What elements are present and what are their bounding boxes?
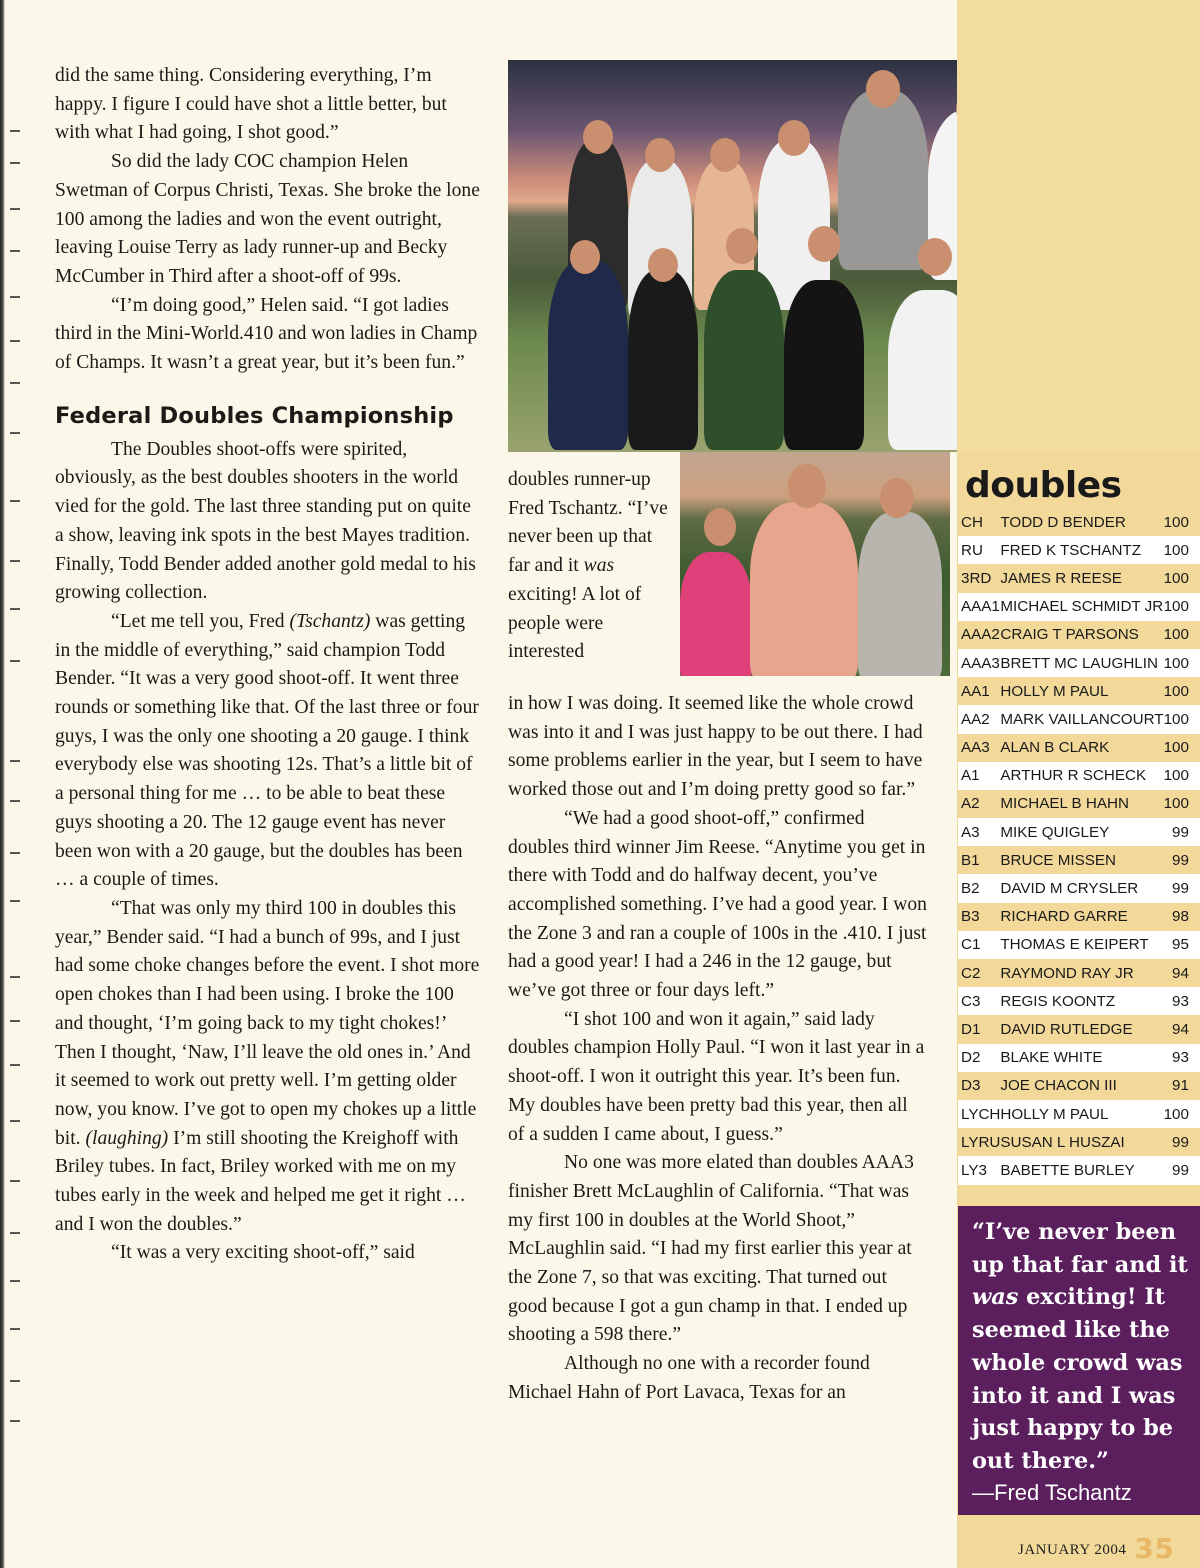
shooter-name: CRAIG T PARSONS — [1000, 621, 1163, 649]
text-run: exciting! It seemed like the whole crowd was into it and I was just happy to be out there.” — [972, 1284, 1183, 1474]
class-code: AA3 — [958, 734, 1000, 762]
class-code: LYRU — [958, 1128, 1000, 1156]
results-row — [958, 790, 1200, 818]
paragraph: So did the lady COC champion Helen Swetman of Corpus Christi, Texas. She broke the lone 100 among the ladies and won the event outright, leaving Louise Terry as lady runner-up and Becky McCumber in Third after a shoot-off of 99s. — [55, 151, 480, 287]
results-title: doubles — [965, 465, 1122, 506]
shooter-name: REGIS KOONTZ — [1000, 987, 1163, 1015]
section-heading: Federal Doubles Championship — [55, 402, 454, 429]
pull-quote-attribution: —Fred Tschantz — [972, 1479, 1132, 1505]
results-row — [958, 1015, 1200, 1043]
class-code: C2 — [958, 959, 1000, 987]
score: 100 — [1164, 705, 1200, 733]
shooter-name: DAVID RUTLEDGE — [1000, 1015, 1163, 1043]
class-code: B2 — [958, 874, 1000, 902]
score: 99 — [1164, 874, 1200, 902]
class-code: A3 — [958, 818, 1000, 846]
results-row — [958, 987, 1200, 1015]
class-code: B3 — [958, 903, 1000, 931]
class-code: AA2 — [958, 705, 1000, 733]
class-code: RU — [958, 536, 1000, 564]
shooter-name: BRETT MC LAUGHLIN — [1000, 649, 1163, 677]
paragraph — [55, 895, 483, 1239]
text-run: doubles runner-up Fred Tschantz. “I’ve never been up that far and it — [508, 469, 668, 577]
results-row — [958, 846, 1200, 874]
results-row — [958, 677, 1200, 705]
shooter-name: TODD D BENDER — [1000, 508, 1163, 536]
text-run: exciting! A lot of people were interested — [508, 583, 642, 663]
paragraph: “I’m doing good,” Helen said. “I got ladies third in the Mini-World.410 and won ladies in Champ of Champs. It wasn’t a great year, but it’s been fun.” — [55, 294, 478, 374]
text-run: I’m still shooting the Kreighoff with Briley tubes. In fact, Briley worked with me on my tubes early in the week and helped me get it right … and I won the doubles.” — [55, 1127, 466, 1235]
shooter-name: FRED K TSCHANTZ — [1000, 536, 1163, 564]
shooter-name: JOE CHACON III — [1000, 1072, 1163, 1100]
page-number: 35 — [1134, 1532, 1175, 1565]
results-row — [958, 903, 1200, 931]
shooter-name: BRUCE MISSEN — [1000, 846, 1163, 874]
shooter-name: JAMES R REESE — [1000, 564, 1163, 592]
results-row — [958, 931, 1200, 959]
text-run: “I’ve never been up that far and it — [972, 1219, 1188, 1278]
results-row — [958, 1072, 1200, 1100]
results-row — [958, 508, 1200, 536]
paragraph: did the same thing. Considering everything, I’m happy. I figure I could have shot a little better, but with what I had going, I shot good.” — [55, 65, 447, 144]
class-code: D3 — [958, 1072, 1000, 1100]
score: 93 — [1164, 987, 1200, 1015]
paragraph — [55, 608, 483, 895]
class-code: 3RD — [958, 564, 1000, 592]
class-code: AA1 — [958, 677, 1000, 705]
score: 100 — [1164, 593, 1200, 621]
class-code: A1 — [958, 762, 1000, 790]
class-code: D1 — [958, 1015, 1000, 1043]
score: 98 — [1164, 903, 1200, 931]
score: 100 — [1164, 621, 1200, 649]
shooter-name: MICHAEL SCHMIDT JR — [1000, 593, 1163, 621]
class-code: AAA3 — [958, 649, 1000, 677]
score: 91 — [1164, 1072, 1200, 1100]
article-column-1 — [55, 62, 483, 1268]
shooter-name: THOMAS E KEIPERT — [1000, 931, 1163, 959]
class-code: LYCH — [958, 1100, 1000, 1128]
results-row — [958, 1156, 1200, 1184]
article-column-2 — [508, 690, 928, 1408]
paragraph: “We had a good shoot-off,” confirmed doubles third winner Jim Reese. “Anytime you get in there with Todd and do halfway decent, you’ve accomplished something. I’ve had a good year. I won the Zone 3 and ran a couple of 100s in the .410. I just had a good year! I had a 246 in the 12 gauge, but we’ve got three or four days left.” — [508, 807, 927, 1002]
class-code: D2 — [958, 1044, 1000, 1072]
shooter-name: RICHARD GARRE — [1000, 903, 1163, 931]
score: 99 — [1164, 1128, 1200, 1156]
results-row — [958, 564, 1200, 592]
results-row — [958, 734, 1200, 762]
page-footer — [1018, 1532, 1174, 1566]
shooter-name: SUSAN L HUSZAI — [1000, 1128, 1163, 1156]
ladies-photo — [678, 452, 950, 676]
score: 100 — [1164, 508, 1200, 536]
shooter-name: HOLLY M PAUL — [1000, 1100, 1163, 1128]
paragraph: Although no one with a recorder found Michael Hahn of Port Lavaca, Texas for an — [508, 1353, 870, 1403]
score: 100 — [1164, 649, 1200, 677]
score: 100 — [1164, 536, 1200, 564]
class-code: C1 — [958, 931, 1000, 959]
text-run: “Let me tell you, Fred — [111, 610, 290, 632]
paragraph: The Doubles shoot-offs were spirited, obviously, as the best doubles shooters in the world vied for the gold. The last three standing put on quite a show, leaving ink spots in the best Mayes tradition. Finally, Todd Bender added another gold medal to his growing collection. — [55, 438, 476, 604]
results-row — [958, 1100, 1200, 1128]
results-row — [958, 1044, 1200, 1072]
results-row — [958, 705, 1200, 733]
class-code: CH — [958, 508, 1000, 536]
shooter-name: MARK VAILLANCOURT — [1000, 705, 1163, 733]
score: 100 — [1164, 677, 1200, 705]
results-row — [958, 649, 1200, 677]
shooter-name: ARTHUR R SCHECK — [1000, 762, 1163, 790]
paragraph: “I shot 100 and won it again,” said lady doubles champion Holly Paul. “I won it last year in a shoot-off. I won it outright this year. It’s been fun. My doubles have been pretty bad this year, then all of a sudden I came about, I guess.” — [508, 1008, 925, 1145]
text-run: “That was only my third 100 in doubles this year,” Bender said. “I had a bunch of 99s, and I just had some choke changes before the event. I shot more open chokes than I had been using. I broke the 100 and thought, ‘I’m going back to my tight chokes!’ Then I thought, ‘Naw, I’ll leave the old ones in.’ And it seemed to work out pretty well. I’m getting older now, you know. I’ve got to open my chokes up a little bit. — [55, 897, 480, 1149]
score: 95 — [1164, 931, 1200, 959]
shooter-name: HOLLY M PAUL — [1000, 677, 1163, 705]
score: 100 — [1164, 790, 1200, 818]
results-row — [958, 536, 1200, 564]
score: 99 — [1164, 818, 1200, 846]
score: 99 — [1164, 846, 1200, 874]
shooter-name: MICHAEL B HAHN — [1000, 790, 1163, 818]
results-row — [958, 621, 1200, 649]
italic-text: was — [583, 555, 615, 577]
paragraph: No one was more elated than doubles AAA3 finisher Brett McLaughlin of California. “That was my first 100 in doubles at the World Shoot,” McLaughlin said. “I had my first earlier this year at the Zone 7, so that was exciting. That turned out good because I got a gun champ in that. I ended up shooting a 598 there.” — [508, 1152, 914, 1346]
class-code: AAA1 — [958, 593, 1000, 621]
score: 100 — [1164, 1100, 1200, 1128]
score: 99 — [1164, 1156, 1200, 1184]
score: 100 — [1164, 734, 1200, 762]
score: 100 — [1164, 564, 1200, 592]
issue-date: JANUARY 2004 — [1018, 1542, 1127, 1558]
page-binding-edge — [0, 0, 5, 1568]
shooter-name: MIKE QUIGLEY — [1000, 818, 1163, 846]
results-row — [958, 762, 1200, 790]
class-code: AAA2 — [958, 621, 1000, 649]
text-run: was getting in the middle of everything,” said champion Todd Bender. “It was a very good shoot-off. It went three rounds or something like that. Of the last three or four guys, I was the only one shooting a 20 gauge. I think everybody else was shooting 12s. That’s a little bit of a personal thing for me … to be able to beat these guys shooting a 20. The 12 gauge event has never been won with a 20 gauge, but the doubles has been … a couple of times. — [55, 610, 479, 891]
results-table — [958, 508, 1200, 1185]
pull-quote-text — [972, 1216, 1190, 1478]
shooter-name: BABETTE BURLEY — [1000, 1156, 1163, 1184]
shooter-name: DAVID M CRYSLER — [1000, 874, 1163, 902]
results-row — [958, 1128, 1200, 1156]
class-code: LY3 — [958, 1156, 1000, 1184]
results-row — [958, 818, 1200, 846]
italic-text: (Tschantz) — [289, 610, 371, 632]
results-row — [958, 959, 1200, 987]
shooter-name: ALAN B CLARK — [1000, 734, 1163, 762]
results-row — [958, 874, 1200, 902]
results-row — [958, 593, 1200, 621]
paragraph: in how I was doing. It seemed like the whole crowd was into it and I was just happy to be out there. I had some problems earlier in the year, but I seem to have worked those out and I’m doing pretty good so far.” — [508, 693, 923, 801]
class-code: C3 — [958, 987, 1000, 1015]
pull-quote — [958, 1206, 1200, 1515]
article-column-2-top — [508, 466, 668, 667]
paragraph: “It was a very exciting shoot-off,” said — [111, 1242, 415, 1264]
score: 94 — [1164, 1015, 1200, 1043]
score: 100 — [1164, 762, 1200, 790]
margin-marks — [6, 120, 38, 1460]
shooter-name: RAYMOND RAY JR — [1000, 959, 1163, 987]
shooter-name: BLAKE WHITE — [1000, 1044, 1163, 1072]
class-code: B1 — [958, 846, 1000, 874]
sidebar-top-band — [957, 0, 1200, 452]
italic-text: was — [972, 1284, 1019, 1311]
score: 93 — [1164, 1044, 1200, 1072]
score: 94 — [1164, 959, 1200, 987]
paragraph — [508, 466, 668, 667]
class-code: A2 — [958, 790, 1000, 818]
italic-text: (laughing) — [85, 1127, 169, 1149]
